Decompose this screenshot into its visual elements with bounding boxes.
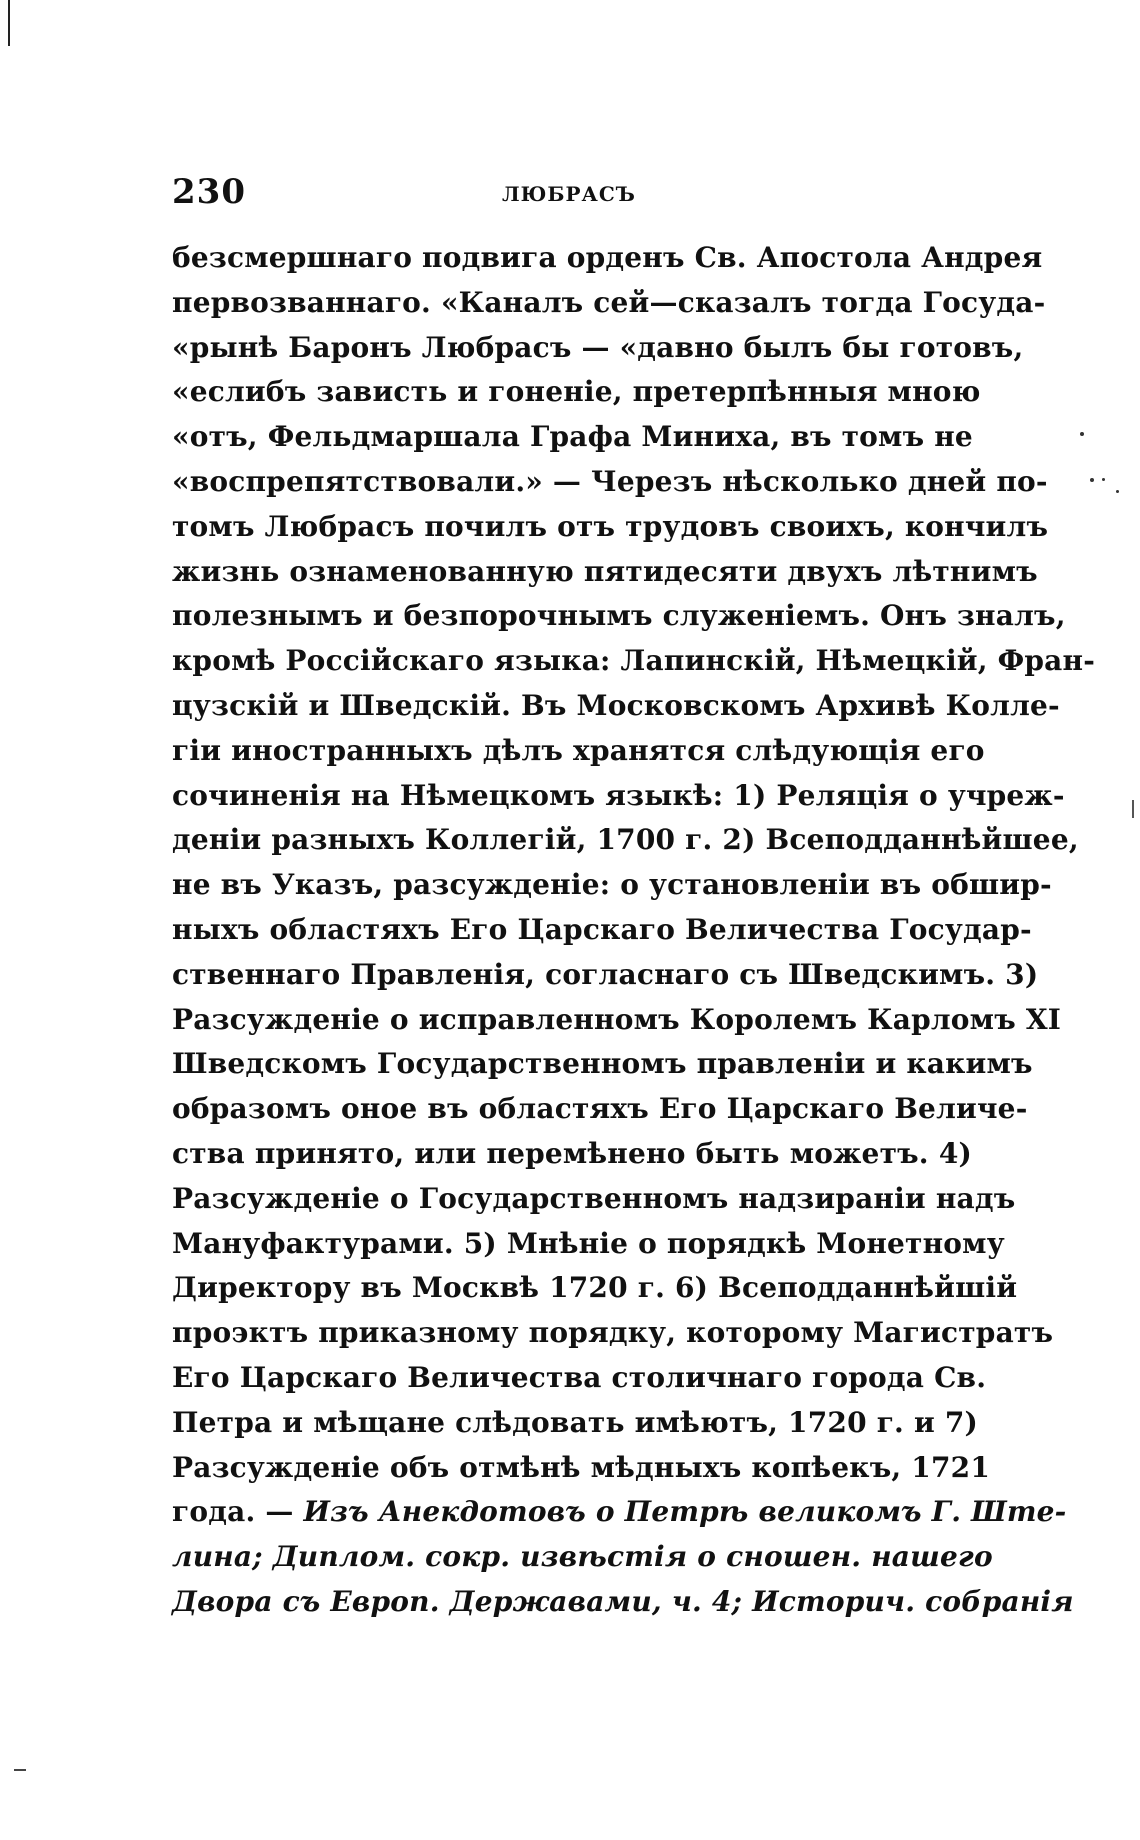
citation-line: лина; Диплом. сокр. извѣстія о сношен. нашего: [172, 1540, 993, 1574]
text-line: Директору въ Москвѣ 1720 г. 6) Всеподданнѣйшій: [172, 1271, 1018, 1305]
text-line: Разсужденіе о исправленномъ Королемъ Карломъ XI: [172, 1002, 1062, 1036]
text-line: Разсужденіе о Государственномъ надзираніи надъ: [172, 1181, 1016, 1215]
citation-line: Двора съ Европ. Державами, ч. 4; Историч. собранія: [172, 1584, 1074, 1618]
text-line: ственнаго Правленія, согласнаго съ Шведскимъ. 3): [172, 957, 1039, 991]
text-line: «отъ, Фельдмаршала Графа Миниха, въ томъ не: [172, 420, 973, 454]
scan-speck: [1102, 478, 1105, 481]
text-line: первозваннаго. «Каналъ сей—сказалъ тогда Госуда-: [172, 285, 1046, 319]
text-line: деніи разныхъ Коллегій, 1700 г. 2) Всеподданнѣйшее,: [172, 823, 1079, 857]
text-line: «рынѣ Баронъ Любрасъ — «давно былъ бы готовъ,: [172, 330, 1024, 364]
scan-bottom-dash: [14, 1769, 26, 1771]
text-line-mixed: [172, 1490, 1067, 1535]
text-line: гіи иностранныхъ дѣлъ хранятся слѣдующія его: [172, 733, 985, 767]
page-header: [172, 172, 972, 224]
text-line: кромѣ Россійскаго языка: Лапинскій, Нѣмецкій, Фран-: [172, 644, 1096, 678]
text-line: цузскій и Шведскій. Въ Московскомъ Архивѣ Колле-: [172, 688, 1060, 722]
text-line: ства принято, или перемѣнено быть можетъ. 4): [172, 1136, 972, 1170]
text-line: жизнь ознаменованную пятидесяти двухъ лѣтнимъ: [172, 554, 1038, 588]
scan-speck: [1090, 478, 1094, 482]
text-line: Петра и мѣщане слѣдовать имѣютъ, 1720 г. и 7): [172, 1405, 979, 1439]
text-line: полезнымъ и безпорочнымъ служеніемъ. Онъ зналъ,: [172, 599, 1066, 633]
scan-side-tick: [1132, 800, 1134, 818]
text-line: «еслибъ зависть и гоненіе, претерпѣнныя мною: [172, 375, 981, 409]
scan-speck: [1080, 432, 1084, 436]
text-line: безсмершнаго подвига орденъ Св. Апостола Андрея: [172, 241, 1043, 274]
book-page: [172, 172, 1096, 1625]
text-line: Разсужденіе объ отмѣнѣ мѣдныхъ копѣекъ, 1721: [172, 1450, 990, 1484]
page-number: 230: [172, 172, 246, 212]
text-line: «воспрепятствовали.» — Черезъ нѣсколько дней по-: [172, 464, 1048, 498]
text-line: ныхъ областяхъ Его Царскаго Величества Государ-: [172, 912, 1032, 946]
body-text: [172, 236, 1096, 1625]
running-title: ЛЮБРАСЪ: [502, 182, 636, 206]
text-line: Мануфактурами. 5) Мнѣніе о порядкѣ Монетному: [172, 1226, 1005, 1260]
text-line: томъ Любрасъ почилъ отъ трудовъ своихъ, кончилъ: [172, 509, 1049, 543]
citation-italic: Изъ Анекдотовъ о Петрѣ великомъ Г. Ште-: [303, 1495, 1067, 1529]
text-segment: года. —: [172, 1495, 304, 1529]
text-line: не въ Указъ, разсужденіе: о установленіи въ обшир-: [172, 868, 1052, 902]
text-line: проэктъ приказному порядку, которому Магистратъ: [172, 1316, 1054, 1350]
scan-speck: [1116, 490, 1119, 493]
text-line: сочиненія на Нѣмецкомъ языкѣ: 1) Реляція о учреж-: [172, 778, 1065, 812]
scan-edge-line: [8, 0, 10, 46]
text-line: Шведскомъ Государственномъ правленіи и какимъ: [172, 1047, 1033, 1081]
text-line: Его Царскаго Величества столичнаго города Св.: [172, 1360, 987, 1394]
text-line: образомъ оное въ областяхъ Его Царскаго Величе-: [172, 1092, 1028, 1126]
